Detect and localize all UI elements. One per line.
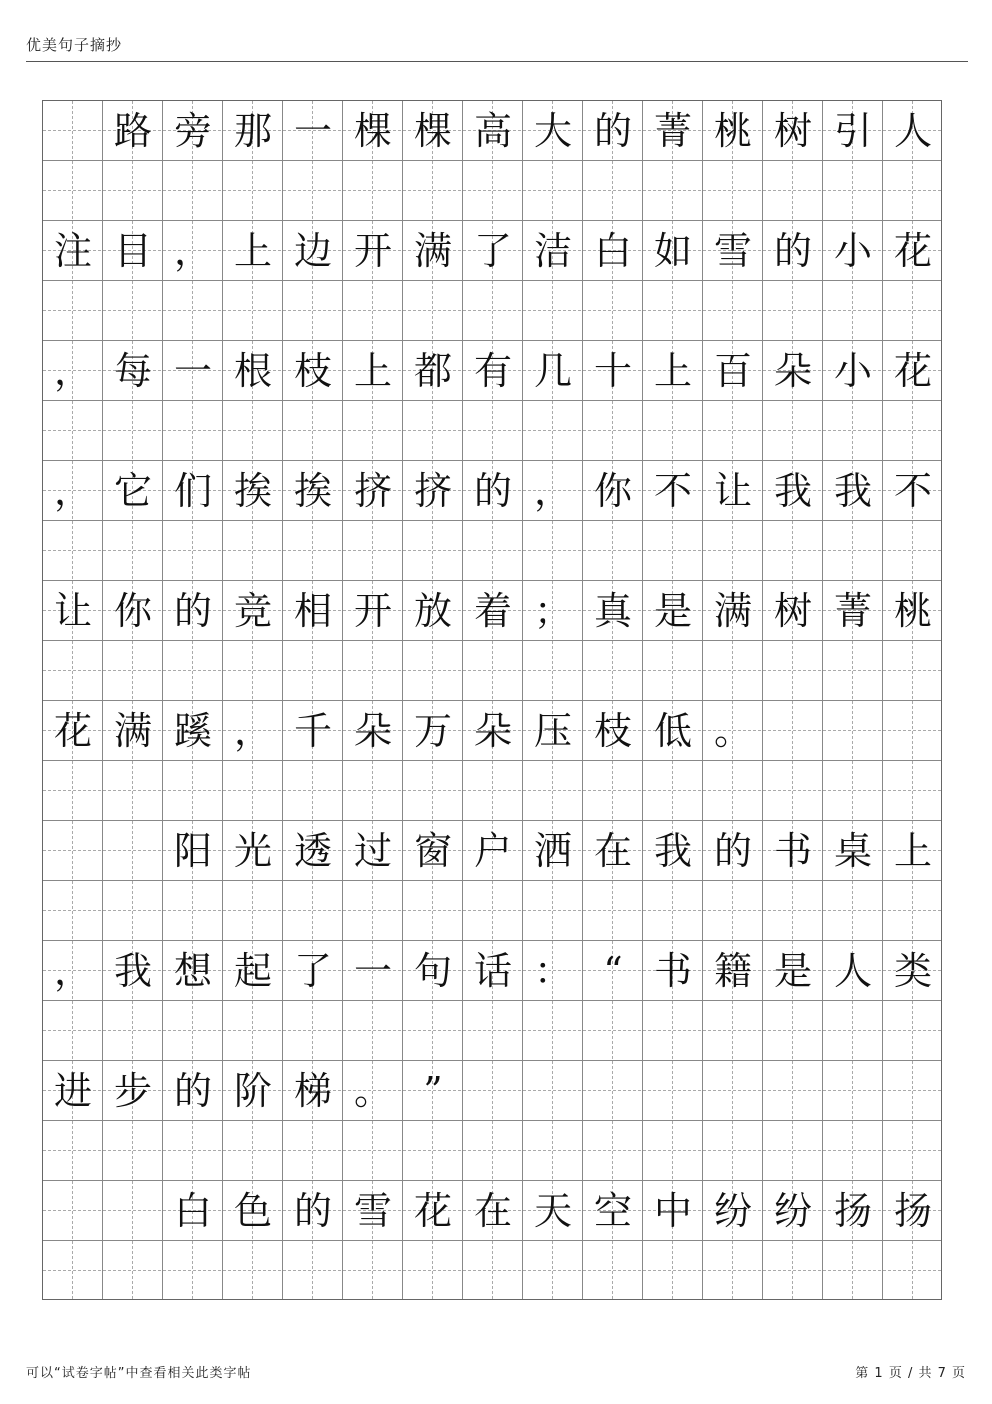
grid-character: 十 (593, 349, 632, 393)
page-indicator: 第 1 页 / 共 7 页 (855, 1366, 966, 1381)
grid-character: 菁 (833, 589, 872, 633)
grid-character: 步 (113, 1069, 152, 1113)
grid-character: 菁 (653, 109, 692, 153)
grid-guide-horizontal (43, 190, 941, 191)
grid-character: 上 (653, 349, 692, 393)
grid-guide-horizontal (43, 1150, 941, 1151)
header-divider (26, 61, 968, 62)
grid-character: 那 (233, 109, 272, 153)
grid-character: 让 (53, 589, 92, 633)
grid-character: 几 (533, 349, 572, 393)
grid-character: ， (53, 349, 92, 393)
grid-character: “ (603, 949, 623, 993)
grid-character: 书 (653, 949, 692, 993)
grid-character (103, 821, 163, 881)
grid-character: 空 (593, 1189, 632, 1233)
grid-character: 让 (713, 469, 752, 513)
grid-character: 书 (773, 829, 812, 873)
grid-character: ” (423, 1069, 443, 1113)
grid-character: 籍 (713, 949, 752, 993)
grid-character: 枝 (293, 349, 332, 393)
grid-character: 的 (713, 829, 752, 873)
grid-character: 类 (893, 949, 932, 993)
page-header-title: 优美句子摘抄 (26, 36, 123, 54)
grid-character: 引 (833, 109, 872, 153)
grid-character: 花 (893, 229, 932, 273)
grid-character: 根 (233, 349, 272, 393)
grid-character: ， (53, 469, 92, 513)
grid-character: 都 (413, 349, 452, 393)
grid-character: 棵 (353, 109, 392, 153)
grid-character: 。 (353, 1069, 392, 1113)
grid-character: 阶 (233, 1069, 272, 1113)
grid-character: 在 (593, 829, 632, 873)
grid-character: 花 (893, 349, 932, 393)
grid-character: 开 (353, 229, 392, 273)
grid-character: 上 (893, 829, 932, 873)
grid-character: 。 (713, 709, 752, 753)
grid-character: 一 (173, 349, 212, 393)
grid-character: 的 (173, 589, 212, 633)
grid-character: 雪 (713, 229, 752, 273)
grid-character: 满 (413, 229, 452, 273)
grid-character: 扬 (833, 1189, 872, 1233)
grid-character: 想 (173, 949, 212, 993)
grid-character: 真 (593, 589, 632, 633)
grid-character: 低 (653, 709, 692, 753)
grid-character: 它 (113, 469, 152, 513)
grid-character: 大 (533, 109, 572, 153)
footer-note: 可以“试卷字帖”中查看相关此类字帖 (26, 1366, 252, 1381)
grid-character: 桃 (893, 589, 932, 633)
grid-character: 上 (233, 229, 272, 273)
grid-character: 是 (773, 949, 812, 993)
grid-guide-horizontal (43, 550, 941, 551)
grid-character: 高 (473, 109, 512, 153)
grid-character: 棵 (413, 109, 452, 153)
grid-character: 你 (113, 589, 152, 633)
grid-guide-horizontal (43, 670, 941, 671)
grid-character: 桌 (833, 829, 872, 873)
grid-character: 的 (293, 1189, 332, 1233)
grid-character: 白 (173, 1189, 212, 1233)
grid-guide-horizontal (43, 430, 941, 431)
grid-character: 枝 (593, 709, 632, 753)
grid-character: 洁 (533, 229, 572, 273)
grid-character: 光 (233, 829, 272, 873)
grid-character: 树 (773, 109, 812, 153)
grid-character: 小 (833, 229, 872, 273)
grid-character: 朵 (773, 349, 812, 393)
grid-character: 树 (773, 589, 812, 633)
grid-character: ； (533, 589, 572, 633)
grid-character: 纷 (713, 1189, 752, 1233)
grid-character: 朵 (473, 709, 512, 753)
grid-character: 桃 (713, 109, 752, 153)
grid-character: 满 (113, 709, 152, 753)
grid-character: 每 (113, 349, 152, 393)
grid-character: 在 (473, 1189, 512, 1233)
grid-character (43, 821, 103, 881)
grid-character: 有 (473, 349, 512, 393)
grid-character: 目 (113, 229, 152, 273)
grid-character: 白 (593, 229, 632, 273)
grid-character: 的 (173, 1069, 212, 1113)
grid-character: 扬 (893, 1189, 932, 1233)
grid-character: 边 (293, 229, 332, 273)
grid-character: 我 (653, 829, 692, 873)
grid-character: 洒 (533, 829, 572, 873)
grid-character: 句 (413, 949, 452, 993)
grid-character: 纷 (773, 1189, 812, 1233)
grid-character: 路 (113, 109, 152, 153)
grid-character (103, 1181, 163, 1241)
grid-character: 我 (833, 469, 872, 513)
grid-character: 我 (113, 949, 152, 993)
grid-character: 朵 (353, 709, 392, 753)
grid-character: 一 (293, 109, 332, 153)
grid-character: 挤 (413, 469, 452, 513)
grid-character: 着 (473, 589, 512, 633)
grid-character: 阳 (173, 829, 212, 873)
grid-character: 小 (833, 349, 872, 393)
grid-character: 天 (533, 1189, 572, 1233)
grid-character: 透 (293, 829, 332, 873)
grid-character: ， (173, 229, 212, 273)
grid-character: 起 (233, 949, 272, 993)
grid-character: 进 (53, 1069, 92, 1113)
grid-character: 话 (473, 949, 512, 993)
grid-character: 人 (833, 949, 872, 993)
grid-character: 不 (653, 469, 692, 513)
grid-guide-horizontal (43, 1030, 941, 1031)
grid-character: 你 (593, 469, 632, 513)
grid-character: 上 (353, 349, 392, 393)
grid-character: 过 (353, 829, 392, 873)
grid-character: 不 (893, 469, 932, 513)
grid-character: 相 (293, 589, 332, 633)
grid-character: 开 (353, 589, 392, 633)
grid-character: 了 (293, 949, 332, 993)
grid-character: ， (233, 709, 272, 753)
grid-guide-horizontal (43, 910, 941, 911)
grid-guide-horizontal (43, 310, 941, 311)
grid-character: 竞 (233, 589, 272, 633)
grid-character: 蹊 (173, 709, 212, 753)
grid-character: 梯 (293, 1069, 332, 1113)
grid-character: ， (53, 949, 92, 993)
grid-character: 中 (653, 1189, 692, 1233)
grid-character: 人 (893, 109, 932, 153)
grid-character: 满 (713, 589, 752, 633)
grid-character: 的 (773, 229, 812, 273)
grid-character: 万 (413, 709, 452, 753)
grid-character: 色 (233, 1189, 272, 1233)
grid-character: 的 (593, 109, 632, 153)
grid-character: 们 (173, 469, 212, 513)
grid-character: 雪 (353, 1189, 392, 1233)
grid-guide-horizontal (43, 1270, 941, 1271)
grid-character: 千 (293, 709, 332, 753)
grid-character: 挤 (353, 469, 392, 513)
grid-character: 的 (473, 469, 512, 513)
grid-character: ： (533, 949, 572, 993)
grid-character: 花 (413, 1189, 452, 1233)
grid-character: 挨 (293, 469, 332, 513)
grid-character: 百 (713, 349, 752, 393)
grid-character: 旁 (173, 109, 212, 153)
grid-character: ， (533, 469, 572, 513)
copybook-grid (42, 100, 942, 1300)
grid-character (43, 1181, 103, 1241)
grid-character: 我 (773, 469, 812, 513)
grid-character: 注 (53, 229, 92, 273)
grid-guide-horizontal (43, 790, 941, 791)
grid-character: 挨 (233, 469, 272, 513)
grid-character (43, 101, 103, 161)
grid-character: 花 (53, 709, 92, 753)
grid-character: 放 (413, 589, 452, 633)
grid-character: 如 (653, 229, 692, 273)
grid-character: 窗 (413, 829, 452, 873)
grid-character: 了 (473, 229, 512, 273)
grid-character: 户 (473, 829, 512, 873)
grid-character: 一 (353, 949, 392, 993)
grid-character: 压 (533, 709, 572, 753)
grid-character: 是 (653, 589, 692, 633)
